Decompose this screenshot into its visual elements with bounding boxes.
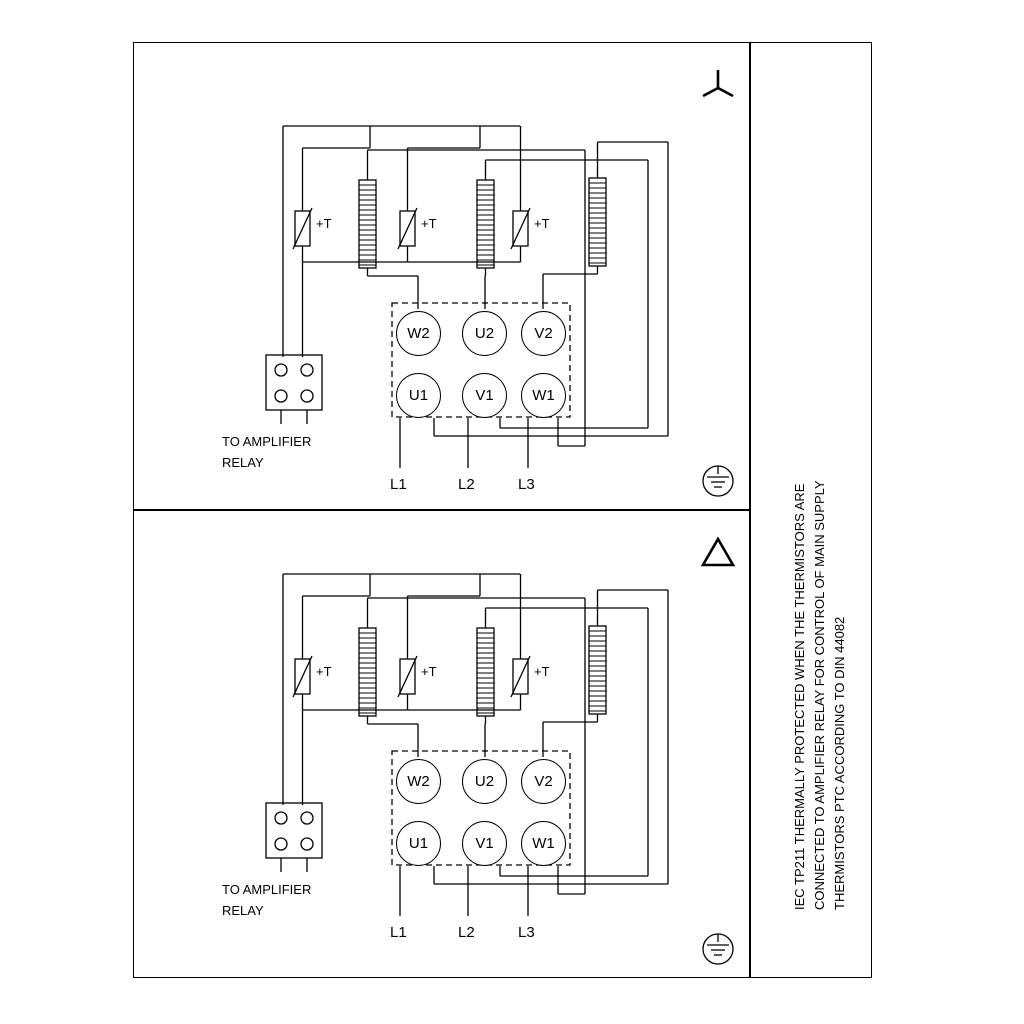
side-note-line2: CONNECTED TO AMPLIFIER RELAY FOR CONTROL OF MAIN SUPPLY <box>812 480 827 910</box>
supply-label-l2: L2 <box>458 476 475 493</box>
terminal-u2-delta <box>462 759 507 804</box>
delta-symbol-glyph <box>703 539 733 565</box>
thermistor-label-4: +T <box>316 664 332 679</box>
terminal-label: U2 <box>474 773 495 790</box>
terminal-w1-delta <box>521 821 566 866</box>
supply-label-l3: L3 <box>518 476 535 493</box>
terminal-v2-delta <box>521 759 566 804</box>
terminal-label: V1 <box>475 835 494 852</box>
terminal-u2-star <box>462 311 507 356</box>
terminal-label: W1 <box>532 387 555 404</box>
terminal-label: V1 <box>475 387 494 404</box>
supply-label-l3-delta: L3 <box>518 924 535 941</box>
thermistor-label-5: +T <box>421 664 437 679</box>
thermistor-2 <box>398 200 417 262</box>
terminal-label: W2 <box>407 325 430 342</box>
terminal-label: U1 <box>408 387 429 404</box>
thermistor-label-1: +T <box>316 216 332 231</box>
amplifier-relay-label-2-line1: TO AMPLIFIER <box>222 882 312 897</box>
supply-label-l2-delta: L2 <box>458 924 475 941</box>
terminal-v1-delta <box>462 821 507 866</box>
earth-symbol-glyph-2 <box>703 934 733 964</box>
terminal-label: U1 <box>408 835 429 852</box>
earth-symbol-glyph-1 <box>703 466 733 496</box>
terminal-label: U2 <box>474 325 495 342</box>
terminal-label: V2 <box>534 773 553 790</box>
terminal-v2-star <box>521 311 566 356</box>
thermistor-label-6: +T <box>534 664 550 679</box>
amplifier-relay-label-line2: RELAY <box>222 455 264 470</box>
amplifier-relay-label-line1: TO AMPLIFIER <box>222 434 312 449</box>
amplifier-connector-box-2 <box>266 803 322 858</box>
terminal-v1-star <box>462 373 507 418</box>
terminal-u1-delta <box>396 821 441 866</box>
amplifier-relay-label-2-line2: RELAY <box>222 903 264 918</box>
thermistor-3 <box>511 200 530 262</box>
supply-label-l1-delta: L1 <box>390 924 407 941</box>
terminal-u1-star <box>396 373 441 418</box>
supply-label-l1: L1 <box>390 476 407 493</box>
terminal-label: W1 <box>532 835 555 852</box>
side-note-line1: IEC TP211 THERMALLY PROTECTED WHEN THE THERMISTORS ARE <box>792 483 807 910</box>
thermistor-4 <box>293 648 312 710</box>
terminal-label: W2 <box>407 773 430 790</box>
thermistor-1 <box>293 200 312 262</box>
side-note-line3: THERMISTORS PTC ACCORDING TO DIN 44082 <box>832 616 847 910</box>
thermistor-6 <box>511 648 530 710</box>
terminal-w1-star <box>521 373 566 418</box>
amplifier-connector-box <box>266 355 322 410</box>
star-symbol-glyph <box>703 70 733 96</box>
thermistor-label-2: +T <box>421 216 437 231</box>
terminal-label: V2 <box>534 325 553 342</box>
terminal-w2-delta <box>396 759 441 804</box>
thermistor-5 <box>398 648 417 710</box>
thermistor-label-3: +T <box>534 216 550 231</box>
terminal-w2-star <box>396 311 441 356</box>
